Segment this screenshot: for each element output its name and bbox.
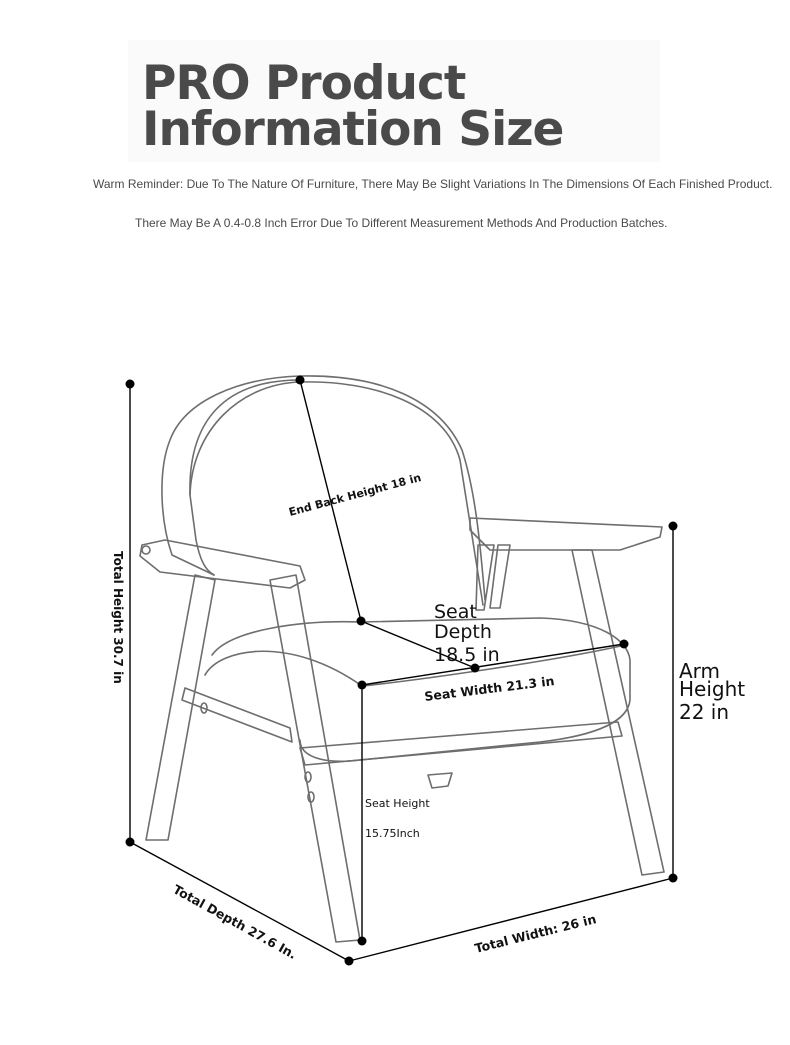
seat-depth-label-line-3: 18.5 in	[434, 644, 500, 666]
endpoint-dot	[620, 640, 629, 649]
chair-back-outer	[162, 376, 485, 600]
endpoint-dot	[358, 937, 367, 946]
endpoint-dot	[669, 522, 678, 531]
measurement-error-note: There May Be A 0.4-0.8 Inch Error Due To Different Measurement Methods And Production Batches.	[135, 216, 668, 230]
chair-right-front-leg	[572, 550, 664, 875]
chair-seat-top	[205, 645, 625, 686]
endpoint-dot	[357, 617, 366, 626]
chair-illustration	[140, 376, 664, 942]
seat-depth-label-line-1: Seat	[434, 601, 477, 623]
endpoint-dot	[126, 380, 135, 389]
seat-height-label-line-2: 15.75Inch	[365, 827, 420, 840]
endpoint-dot	[669, 874, 678, 883]
total-width-label: Total Width: 26 in	[473, 911, 598, 956]
arm-height-label-line-1: Arm	[679, 659, 721, 683]
chair-back-cushion	[190, 380, 300, 575]
arm-height-label-line-2: Height	[679, 677, 746, 701]
page-title-line-2: Information Size	[142, 102, 564, 157]
chair-left-front-leg	[270, 575, 360, 942]
chair-front-rail	[300, 722, 622, 765]
seat-depth-label-line-2: Depth	[434, 621, 492, 643]
endpoint-dot	[345, 957, 354, 966]
endpoint-dot	[296, 376, 305, 385]
chair-seat-cushion	[212, 618, 630, 761]
endpoint-dot	[358, 681, 367, 690]
arm-height-label-line-3: 22 in	[679, 700, 730, 724]
dimension-lines	[130, 380, 673, 961]
warm-reminder-note: Warm Reminder: Due To The Nature Of Furniture, There May Be Slight Variations In The Dimensions Of Each Finished Product.	[93, 177, 773, 191]
total-depth-label: Total Depth 27.6 In.	[170, 881, 300, 963]
total-height-label: Total Height 30.7 in	[111, 551, 125, 684]
endpoint-dot	[126, 838, 135, 847]
page-title-line-1: PRO Product	[142, 56, 466, 111]
seat-width-label: Seat Width 21.3 in	[423, 673, 556, 704]
total-depth-line	[130, 842, 349, 961]
chair-left-back-leg	[146, 575, 215, 840]
total-width-line	[349, 878, 673, 961]
chair-left-arm	[140, 540, 305, 588]
back-height-label: End Back Height 18 in	[287, 471, 423, 519]
chair-side-rail	[182, 688, 292, 742]
seat-height-label-line-1: Seat Height	[365, 797, 430, 810]
